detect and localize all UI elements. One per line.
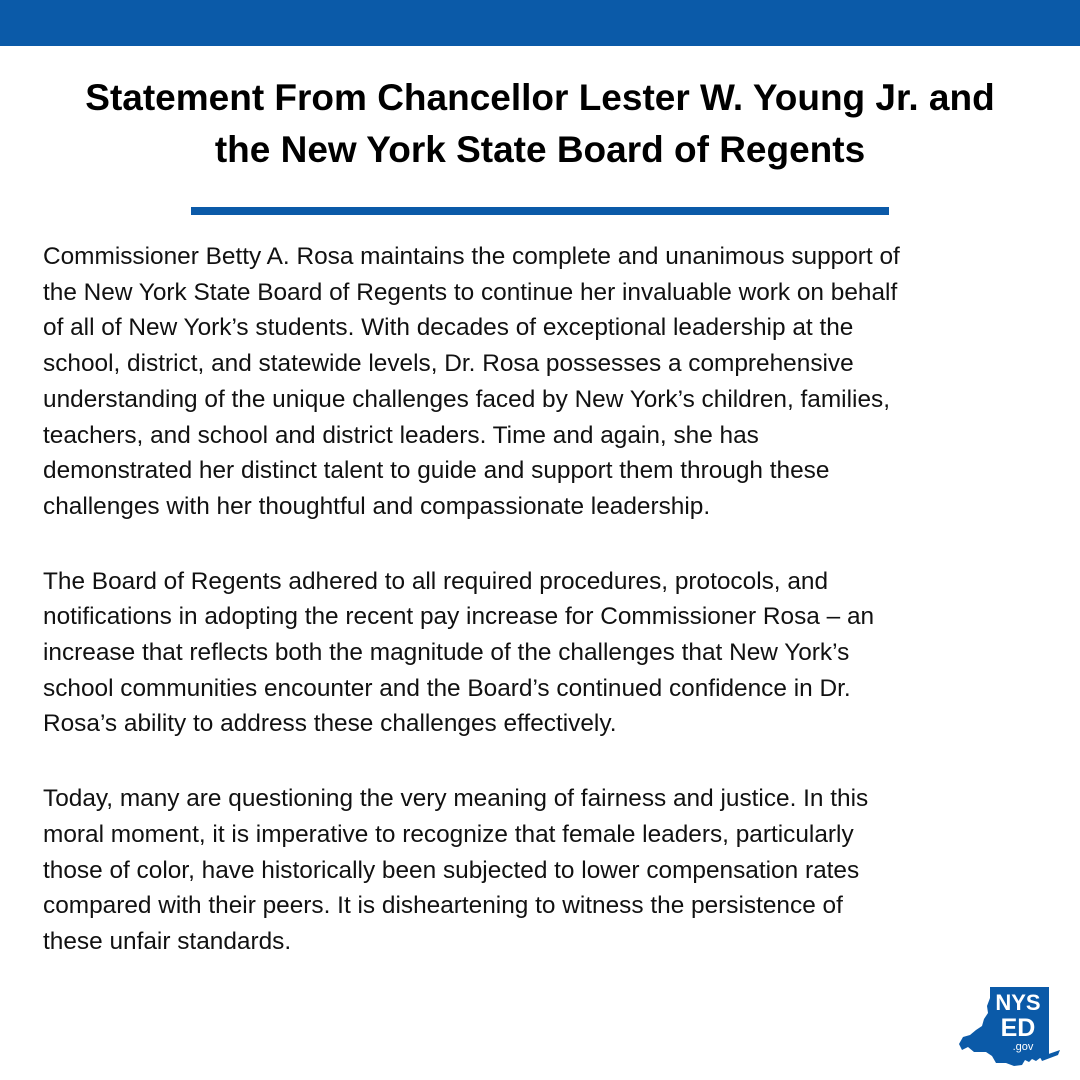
paragraph-line: understanding of the unique challenges faced by New York’s children, families,: [43, 385, 890, 413]
paragraph-line: compared with their peers. It is disheartening to witness the persistence of: [43, 892, 843, 920]
logo-text-ed: ED: [1000, 1014, 1036, 1042]
paragraph-line: Today, many are questioning the very meaning of fairness and justice. In this: [43, 785, 869, 813]
paragraph-line: these unfair standards.: [43, 927, 292, 955]
paragraph-1: [43, 239, 1043, 525]
paragraph-line: moral moment, it is imperative to recognize that female leaders, particularly: [43, 820, 854, 848]
paragraph-line: demonstrated her distinct talent to guide and support them through these: [43, 457, 830, 485]
paragraph-line: school communities encounter and the Board’s continued confidence in Dr.: [43, 674, 851, 702]
paragraph-3: [43, 781, 1043, 960]
title-line-1: Statement From Chancellor Lester W. Young Jr. and: [85, 77, 995, 118]
paragraph-line: notifications in adopting the recent pay increase for Commissioner Rosa – an: [43, 603, 875, 631]
paragraph-line: teachers, and school and district leaders. Time and again, she has: [43, 421, 759, 449]
title-divider: [191, 207, 889, 215]
title-line-2: the New York State Board of Regents: [214, 129, 866, 170]
paragraph-line: challenges with her thoughtful and compassionate leadership.: [43, 492, 711, 520]
paragraph-2: [43, 564, 1043, 743]
paragraph-line: school, district, and statewide levels, Dr. Rosa possesses a comprehensive: [43, 350, 854, 378]
paragraph-line: Commissioner Betty A. Rosa maintains the complete and unanimous support of: [43, 243, 900, 270]
paragraph-line: the New York State Board of Regents to continue her invaluable work on behalf: [43, 278, 898, 306]
paragraph-line: Rosa’s ability to address these challenges effectively.: [43, 710, 617, 738]
logo-text-nys: NYS: [995, 990, 1041, 1015]
page-title: [40, 72, 1040, 176]
statement-body: [43, 239, 1043, 999]
logo-text-gov: .gov: [1012, 1041, 1034, 1053]
paragraph-line: increase that reflects both the magnitude of the challenges that New York’s: [43, 639, 850, 667]
nysed-logo: [956, 986, 1060, 1066]
paragraph-line: those of color, have historically been subjected to lower compensation rates: [43, 856, 860, 884]
top-banner-bar: [0, 0, 1080, 46]
paragraph-line: The Board of Regents adhered to all required procedures, protocols, and: [43, 567, 829, 595]
paragraph-line: of all of New York’s students. With decades of exceptional leadership at the: [43, 314, 854, 342]
